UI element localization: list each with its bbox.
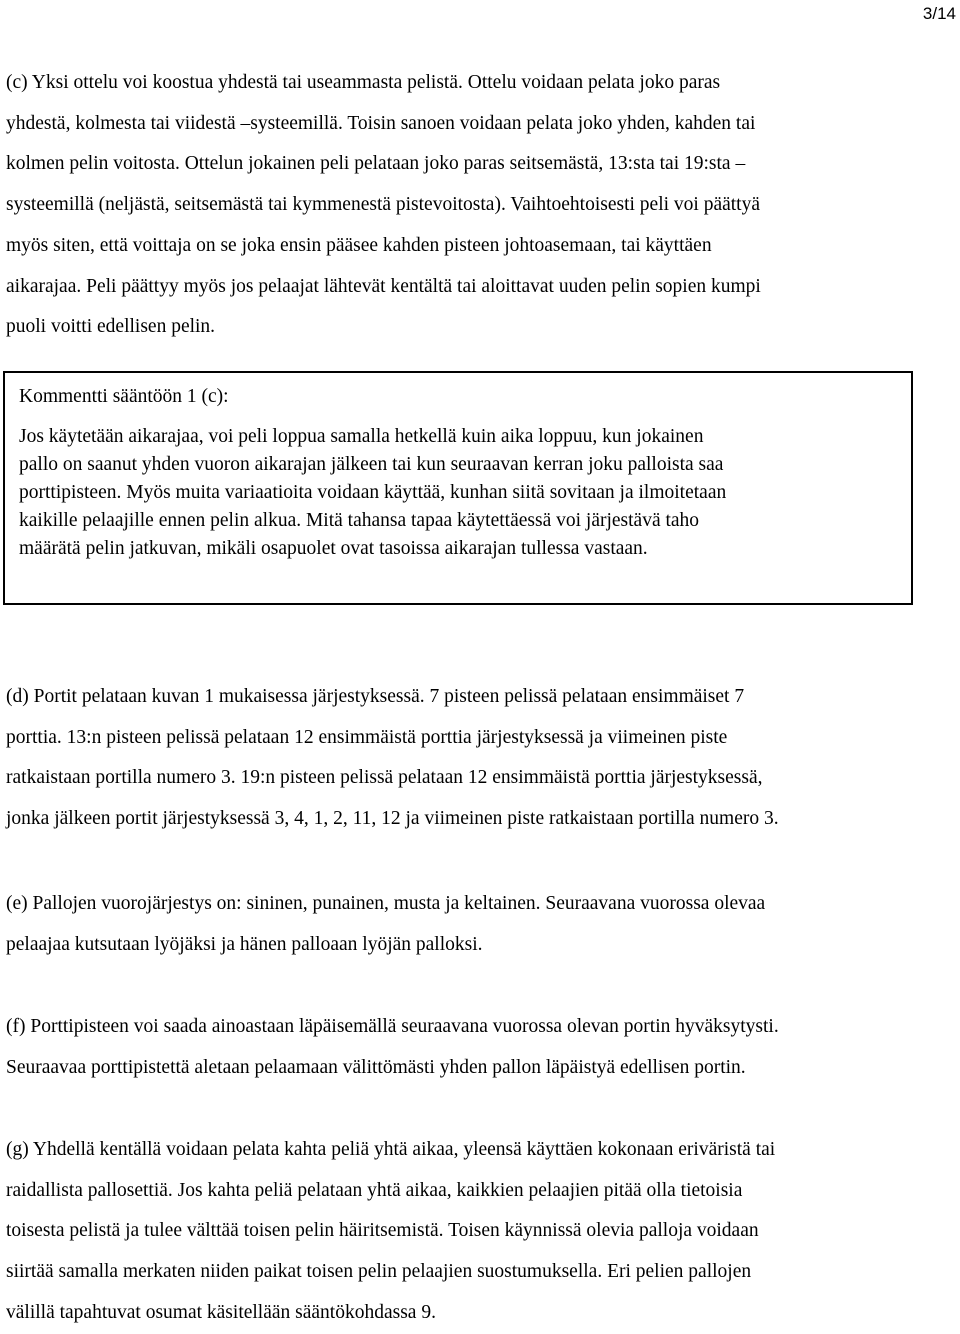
page-number: 3/14 bbox=[922, 4, 956, 23]
comment-line: pallo on saanut yhden vuoron aikarajan jälkeen tai kun seuraavan kerran joku palloista saa bbox=[19, 454, 724, 475]
paragraph-line: Seuraavaa porttipistettä aletaan pelaamaan välittömästi yhden pallon läpäistyä edellisen portin. bbox=[6, 1056, 746, 1078]
paragraph-line: toisesta pelistä ja tulee välttää toisen pelin häiritsemistä. Toisen käynnissä olevia palloja voidaan bbox=[6, 1220, 759, 1242]
paragraph-line: (f) Porttipisteen voi saada ainoastaan läpäisemällä seuraavana vuorossa olevan portin hyväksytysti. bbox=[6, 1016, 779, 1037]
paragraph-line: jonka jälkeen portit järjestyksessä 3, 4, 1, 2, 11, 12 ja viimeinen piste ratkaistaan portilla numero 3. bbox=[6, 808, 779, 830]
paragraph-line: porttia. 13:n pisteen pelissä pelataan 12 ensimmäistä porttia järjestyksessä ja viimeinen piste bbox=[6, 726, 728, 748]
paragraph-line: siirtää samalla merkaten niiden paikat toisen pelin pelaajien suostumuksella. Eri pelien pallojen bbox=[6, 1261, 752, 1283]
paragraph-line: (c) Yksi ottelu voi koostua yhdestä tai useammasta pelistä. Ottelu voidaan pelata joko paras bbox=[6, 72, 721, 93]
paragraph-line: välillä tapahtuvat osumat käsitellään sääntökohdassa 9. bbox=[6, 1301, 436, 1323]
paragraph-line: pelaajaa kutsutaan lyöjäksi ja hänen palloaan lyöjän palloksi. bbox=[6, 933, 483, 955]
comment-line: kaikille pelaajille ennen pelin alkua. Mitä tahansa tapaa käytettäessä voi järjestävä taho bbox=[19, 510, 700, 531]
paragraph-line: aikarajaa. Peli päättyy myös jos pelaajat lähtevät kentältä tai aloittavat uuden pelin sopien kumpi bbox=[6, 275, 761, 297]
paragraph-line: ratkaistaan portilla numero 3. 19:n pisteen pelissä pelataan 12 ensimmäistä porttia järjestyksessä, bbox=[6, 767, 763, 789]
comment-line: Jos käytetään aikarajaa, voi peli loppua samalla hetkellä kuin aika loppuu, kun jokainen bbox=[19, 426, 704, 447]
paragraph-line: myös siten, että voittaja on se joka ensin pääsee kahden pisteen johtoasemaan, tai käyttäen bbox=[6, 234, 712, 256]
paragraph-line: puoli voitti edellisen pelin. bbox=[6, 316, 216, 338]
paragraph-line: (e) Pallojen vuorojärjestys on: sininen, punainen, musta ja keltainen. Seuraavana vuorossa olevaa bbox=[6, 893, 766, 914]
comment-title: Kommentti sääntöön 1 (c): bbox=[19, 386, 229, 407]
paragraph-f bbox=[6, 1007, 954, 1088]
paragraph-line: (d) Portit pelataan kuvan 1 mukaisessa järjestyksessä. 7 pisteen pelissä pelataan ensimmäiset 7 bbox=[6, 686, 745, 707]
comment-line: porttipisteen. Myös muita variaatioita voidaan käyttää, kunhan siitä sovitaan ja ilmoitetaan bbox=[19, 482, 727, 503]
paragraph-line: (g) Yhdellä kentällä voidaan pelata kahta peliä yhtä aikaa, yleensä käyttäen kokonaan eriväristä tai bbox=[6, 1139, 776, 1160]
paragraph-d bbox=[6, 677, 954, 840]
paragraph-line: kolmen pelin voitosta. Ottelun jokainen peli pelataan joko paras seitsemästä, 13:sta tai 19:sta – bbox=[6, 153, 746, 175]
comment-body bbox=[19, 423, 726, 563]
comment-line: määrätä pelin jatkuvan, mikäli osapuolet ovat tasoissa aikarajan tullessa vastaan. bbox=[19, 538, 648, 559]
paragraph-line: raidallista pallosettiä. Jos kahta peliä pelataan yhtä aikaa, kaikkien pelaajien pitää olla tietoisia bbox=[6, 1179, 743, 1201]
paragraph-e bbox=[6, 884, 954, 965]
paragraph-line: systeemillä (neljästä, seitsemästä tai kymmenestä pistevoitosta). Vaihtoehtoisesti peli voi päättyä bbox=[6, 194, 761, 216]
paragraph-c bbox=[6, 63, 954, 348]
paragraph-g bbox=[6, 1130, 954, 1334]
paragraph-line: yhdestä, kolmesta tai viidestä –systeemillä. Toisin sanoen voidaan pelata joko yhden, kahden tai bbox=[6, 112, 756, 134]
comment-box bbox=[3, 371, 913, 605]
